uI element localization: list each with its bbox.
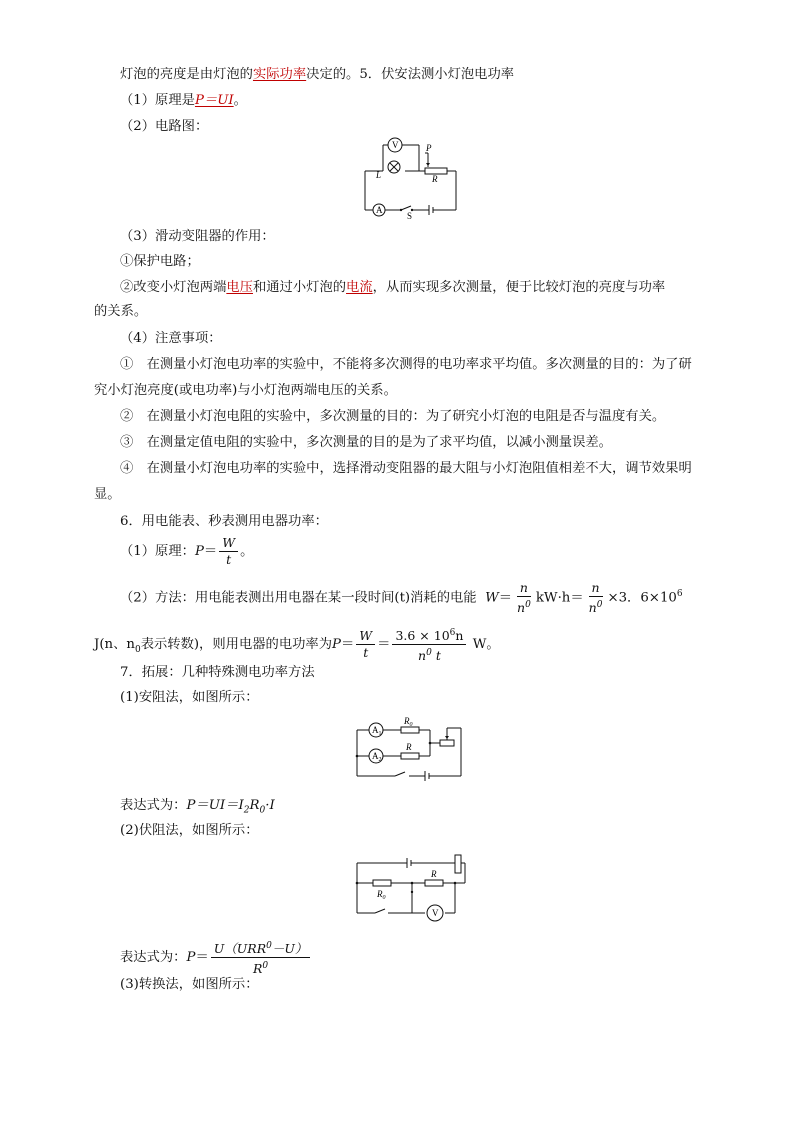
notes-label: （4）注意事项：	[120, 331, 222, 346]
lamp-label: L	[376, 170, 382, 180]
r-label: R	[406, 742, 412, 752]
svg-text:A1: $A_1$	[372, 725, 382, 737]
r0-label-2: R	[377, 889, 383, 899]
rheostat-role-label: （3）滑动变阻器的作用：	[120, 229, 275, 244]
note-1: ① 在测量小灯泡电功率的实验中，不能将多次测得的电功率求平均值。多次测量的目的：为了研究小灯泡亮度(或电功率)与小灯泡两端电压的关系。	[94, 357, 692, 398]
rheostat-role-2-cont: 的关系。	[94, 304, 148, 319]
section-7-title: 7．拓展：几种特殊测电功率方法	[120, 665, 315, 680]
highlight-actual-power: 实际功率	[252, 67, 307, 82]
ammeter-label: A	[376, 205, 383, 215]
note-2: ② 在测量小灯泡电阻的实验中，多次测量的目的：为了研究小灯泡的电阻是否与温度有关。	[120, 409, 666, 424]
fraction-w-over-t: $\frac{W}{t}$	[219, 535, 238, 568]
r0-label: R	[404, 716, 410, 726]
highlight-voltage: 电压	[226, 280, 253, 295]
formula-p-ui: P＝UI	[194, 93, 234, 108]
circuit-diagram-2	[355, 714, 465, 780]
fraction-n-over-n0-2: $\frac{n}{n^0}$	[588, 580, 603, 616]
switch-label: S	[407, 211, 413, 221]
fraction-n-over-n0: $\frac{n}{n^0}$	[517, 580, 531, 616]
voltmeter-label-2: V	[432, 908, 439, 918]
svg-text:R0: $R_0$	[377, 889, 386, 901]
section-6-principle: （1）原理：P＝ $\frac{W}{t}$ 。	[120, 535, 254, 567]
voltmeter-label: V	[392, 140, 399, 150]
section-6-power: J(n、$n_0$表示转数)，则用电器的电功率为P＝ $\frac{W}{t}$ ＝ $\frac{3.6 \times 10^6n}{n^0 t}$ W。	[94, 625, 500, 664]
rheostat-label: R	[432, 174, 438, 184]
fraction-method-2: $\frac{U(URR^0-U)}{R^0}$	[211, 938, 311, 977]
circuit-diagram-3	[355, 853, 467, 918]
svg-text:A2: $A_2$	[372, 751, 382, 763]
highlight-current: 电流	[346, 280, 373, 295]
method-1-label: (1)安阻法，如图所示：	[120, 690, 259, 705]
note-3: ③ 在测量定值电阻的实验中，多次测量的目的是为了求平均值，以减小测量误差。	[120, 435, 612, 450]
ammeter-a1-label: A	[372, 725, 379, 735]
slider-label: P	[426, 143, 432, 153]
svg-text:R0: $R_0$	[404, 716, 413, 728]
fraction-power-formula: $\frac{3.6 \times 10^6n}{n^0 t}$	[392, 625, 466, 664]
method-2-expression: 表达式为：P＝ $\frac{U(URR^0-U)}{R^0}$	[120, 938, 312, 977]
r-label-2: R	[431, 869, 437, 879]
section-6-title: 6．用电能表、秒表测用电器功率：	[120, 514, 328, 529]
method-1-expression: 表达式为：$P=UI=I_2R_0\cdot I$	[120, 798, 275, 816]
note-4: ④ 在测量小灯泡电功率的实验中，选择滑动变阻器的最大阻与小灯泡阻值相差不大，调节效果明显。	[94, 461, 692, 502]
rheostat-role-1: ①保护电路；	[120, 254, 200, 269]
circuit-diagram-1	[363, 137, 463, 219]
principle-line: （1）原理是P＝UI。	[120, 93, 247, 108]
rheostat-role-2: ②改变小灯泡两端电压和通过小灯泡的电流，从而实现多次测量，便于比较灯泡的亮度与功率	[120, 280, 666, 295]
text-line-1: 灯泡的亮度是由灯泡的实际功率决定的。5．伏安法测小灯泡电功率	[120, 67, 515, 82]
method-3-label: (3)转换法，如图所示：	[120, 977, 259, 992]
ammeter-a2-label: A	[372, 751, 379, 761]
section-6-method: （2）方法：用电能表测出用电器在某一段时间(t)消耗的电能 W＝ $\frac{n}{n^0}$ kW·h＝ $\frac{n}{n^0}$ ×3．$6\times 10^6$	[120, 580, 683, 616]
fraction-w-over-t-2: $\frac{W}{t}$	[356, 628, 375, 661]
method-2-label: (2)伏阻法，如图所示：	[120, 823, 259, 838]
circuit-diagram-label: （2）电路图：	[120, 119, 209, 134]
